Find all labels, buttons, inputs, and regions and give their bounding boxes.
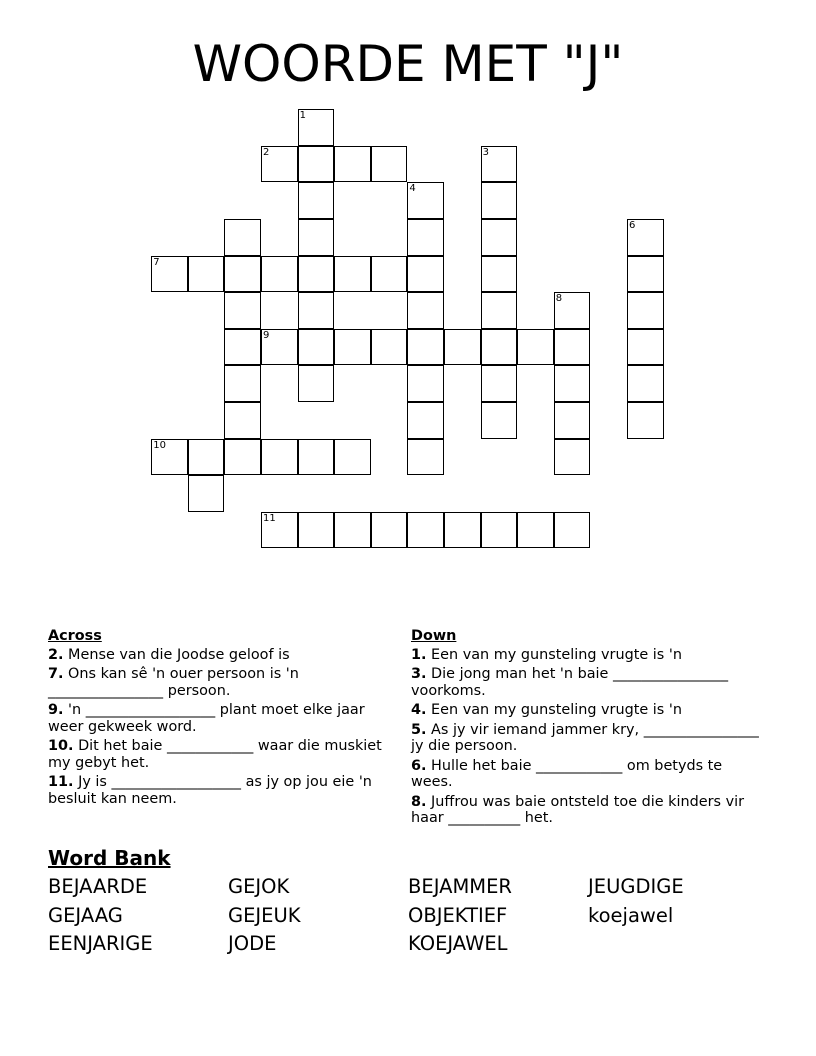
crossword-cell[interactable] <box>554 402 591 439</box>
crossword-cell[interactable] <box>224 219 261 256</box>
clue-text: Jy is __________________ as jy op jou eie 'n besluit kan neem. <box>48 774 372 807</box>
word-bank-word: OBJEKTIEF <box>408 903 508 927</box>
crossword-cell[interactable] <box>261 439 298 476</box>
crossword-cell[interactable] <box>151 256 188 293</box>
clue-number: 4 <box>409 183 416 195</box>
crossword-cell[interactable] <box>407 512 444 549</box>
down-clues <box>411 628 761 830</box>
crossword-cell[interactable] <box>517 329 554 366</box>
crossword-cell[interactable] <box>188 256 225 293</box>
clue-num: 7. <box>48 666 64 682</box>
word-bank-word: koejawel <box>588 903 674 927</box>
crossword-cell[interactable] <box>261 146 298 183</box>
crossword-cell[interactable] <box>224 365 261 402</box>
crossword-cell[interactable] <box>554 292 591 329</box>
word-bank-word: KOEJAWEL <box>408 932 508 955</box>
crossword-cell[interactable] <box>371 512 408 549</box>
crossword-cell[interactable] <box>627 292 664 329</box>
crossword-cell[interactable] <box>481 512 518 549</box>
crossword-cell[interactable] <box>554 329 591 366</box>
crossword-cell[interactable] <box>261 329 298 366</box>
crossword-cell[interactable] <box>444 329 481 366</box>
down-clue <box>411 794 761 827</box>
word-bank-word: BEJAARDE <box>48 875 148 898</box>
clue-num: 1. <box>411 646 427 663</box>
clue-text: Een van my gunsteling vrugte is 'n <box>426 646 682 663</box>
crossword-cell[interactable] <box>298 146 335 183</box>
crossword-cell[interactable] <box>298 256 335 293</box>
crossword-cell[interactable] <box>407 402 444 439</box>
across-clue <box>48 774 398 807</box>
crossword-cell[interactable] <box>407 182 444 219</box>
clue-number: 2 <box>263 146 270 158</box>
down-clue <box>411 666 761 699</box>
clue-num: 10. <box>48 738 74 754</box>
crossword-cell[interactable] <box>371 146 408 183</box>
down-heading: Down <box>411 628 457 644</box>
word-bank-word: GEJAAG <box>48 903 123 927</box>
crossword-cell[interactable] <box>188 439 225 476</box>
clue-number: 6 <box>629 220 636 231</box>
word-bank-word: JEUGDIGE <box>588 875 684 898</box>
crossword-cell[interactable] <box>481 292 518 329</box>
clue-text: Mense van die Joodse geloof is <box>63 646 290 663</box>
clue-text: As jy vir iemand jammer kry, ________________ jy die persoon. <box>411 721 759 754</box>
crossword-cell[interactable] <box>554 365 591 402</box>
word-bank-word: JODE <box>228 932 277 955</box>
crossword-cell[interactable] <box>517 512 554 549</box>
crossword-cell[interactable] <box>224 402 261 439</box>
across-clue <box>48 647 398 664</box>
clue-number: 11 <box>263 512 276 524</box>
down-clue <box>411 647 761 664</box>
crossword-cell[interactable] <box>334 439 371 476</box>
clue-text: Ons kan sê 'n ouer persoon is 'n ________________ persoon. <box>48 666 299 699</box>
clue-text: Een van my gunsteling vrugte is 'n <box>426 702 682 718</box>
crossword-cell[interactable] <box>298 109 335 146</box>
crossword-cell[interactable] <box>481 219 518 256</box>
crossword-cell[interactable] <box>627 365 664 402</box>
crossword-cell[interactable] <box>481 256 518 293</box>
crossword-cell[interactable] <box>261 256 298 293</box>
crossword-cell[interactable] <box>481 329 518 366</box>
down-clue <box>411 702 761 719</box>
clue-number: 10 <box>153 439 166 451</box>
crossword-cell[interactable] <box>407 256 444 293</box>
crossword-cell[interactable] <box>481 146 518 183</box>
page-title: WOORDE MET "J" <box>192 35 624 93</box>
down-clue <box>411 758 761 791</box>
crossword-cell[interactable] <box>224 292 261 329</box>
clue-num: 3. <box>411 666 427 682</box>
word-bank-word: GEJOK <box>228 875 290 898</box>
crossword-cell[interactable] <box>407 219 444 256</box>
crossword-cell[interactable] <box>407 292 444 329</box>
crossword-cell[interactable] <box>224 256 261 293</box>
crossword-cell[interactable] <box>188 475 225 512</box>
crossword-cell[interactable] <box>407 365 444 402</box>
clue-text: Hulle het baie ____________ om betyds te wees. <box>411 757 723 790</box>
crossword-cell[interactable] <box>627 256 664 293</box>
clue-num: 5. <box>411 721 427 738</box>
clue-text: Juffrou was baie ontsteld toe die kinders vir haar __________ het. <box>411 793 745 826</box>
clue-number: 9 <box>263 329 270 341</box>
crossword-cell[interactable] <box>407 329 444 366</box>
crossword-cell[interactable] <box>334 256 371 293</box>
across-clues <box>48 628 398 810</box>
clue-number: 3 <box>482 146 489 158</box>
word-bank-word: BEJAMMER <box>408 875 512 898</box>
crossword-cell[interactable] <box>627 219 664 256</box>
across-clue <box>48 738 398 771</box>
crossword-cell[interactable] <box>627 402 664 439</box>
clue-num: 6. <box>411 757 427 774</box>
crossword-cell[interactable] <box>334 329 371 366</box>
clue-num: 2. <box>48 646 64 663</box>
crossword-cell[interactable] <box>298 365 335 402</box>
crossword-cell[interactable] <box>481 365 518 402</box>
crossword-cell[interactable] <box>261 512 298 549</box>
crossword-cell[interactable] <box>371 329 408 366</box>
crossword-cell[interactable] <box>481 402 518 439</box>
crossword-cell[interactable] <box>298 329 335 366</box>
clue-num: 11. <box>48 774 74 790</box>
clue-num: 9. <box>48 702 64 718</box>
crossword-cell[interactable] <box>627 329 664 366</box>
crossword-cell[interactable] <box>298 512 335 549</box>
crossword-cell[interactable] <box>444 512 481 549</box>
word-bank-word: EENJARIGE <box>48 932 153 955</box>
clue-text: 'n __________________ plant moet elke jaar weer gekweek word. <box>48 702 365 735</box>
crossword-cell[interactable] <box>554 439 591 476</box>
crossword-cell[interactable] <box>554 512 591 549</box>
across-heading: Across <box>48 628 102 644</box>
clue-num: 8. <box>411 793 427 810</box>
clue-text: Dit het baie ____________ waar die muskiet my gebyt het. <box>48 738 382 771</box>
clue-number: 8 <box>555 293 563 305</box>
clue-num: 4. <box>411 702 427 718</box>
clue-number: 7 <box>153 256 160 268</box>
crossword-cell[interactable] <box>334 146 371 183</box>
down-clue <box>411 722 761 755</box>
crossword-cell[interactable] <box>151 439 188 476</box>
crossword-cell[interactable] <box>407 439 444 476</box>
crossword-cell[interactable] <box>224 329 261 366</box>
clue-number: 1 <box>299 110 306 122</box>
crossword-cell[interactable] <box>371 256 408 293</box>
crossword-cell[interactable] <box>334 512 371 549</box>
crossword-cell[interactable] <box>298 182 335 219</box>
across-clue <box>48 702 398 735</box>
clue-text: Die jong man het 'n baie ________________ voorkoms. <box>411 666 729 699</box>
word-bank-word: GEJEUK <box>228 903 301 927</box>
crossword-cell[interactable] <box>298 219 335 256</box>
across-clue <box>48 666 398 699</box>
crossword-cell[interactable] <box>298 439 335 476</box>
word-bank-title: Word Bank <box>48 846 171 870</box>
crossword-cell[interactable] <box>481 182 518 219</box>
crossword-cell[interactable] <box>224 439 261 476</box>
crossword-cell[interactable] <box>298 292 335 329</box>
